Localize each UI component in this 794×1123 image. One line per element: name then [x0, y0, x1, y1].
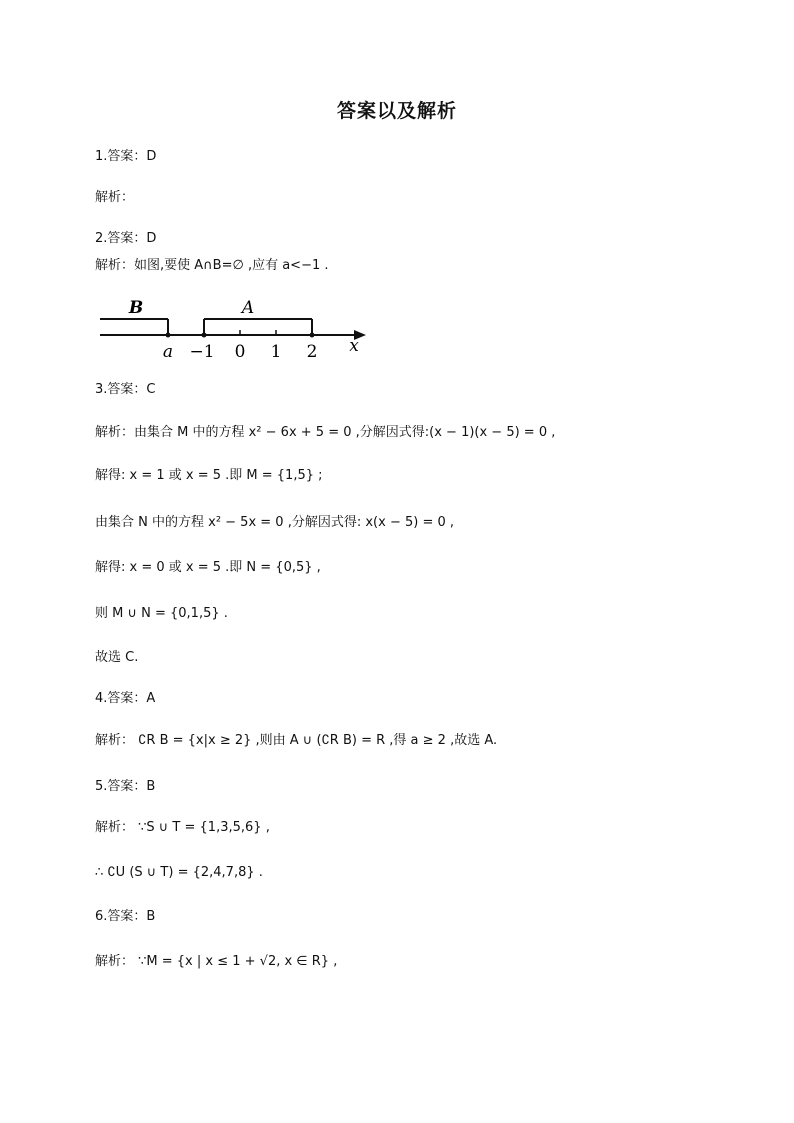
explanation-2: 解析：如图,要使 A∩B=∅ ,应有 a<−1 . [95, 258, 329, 273]
explanation-5-line-2: ∴ ∁U (S ∪ T) = {2,4,7,8} . [95, 865, 263, 880]
answer-3: 3.答案：C [95, 382, 156, 397]
explanation-3-line-1: 解析：由集合 M 中的方程 x² − 6x + 5 = 0 ,分解因式得:(x − 1)(x − 5) = 0 , [95, 425, 556, 440]
tick-label-two: 2 [306, 342, 318, 362]
tick-label-minus-one: −1 [189, 342, 215, 362]
answer-1: 1.答案：D [95, 149, 157, 164]
explanation-1: 解析： [95, 190, 135, 205]
point-a [166, 333, 171, 338]
answer-6: 6.答案：B [95, 909, 156, 924]
answer-5: 5.答案：B [95, 779, 156, 794]
explanation-3-conclusion: 故选 C. [95, 650, 139, 665]
explanation-3-line-2: 解得: x = 1 或 x = 5 .即 M = {1,5} ; [95, 468, 323, 483]
tick-label-one: 1 [270, 342, 282, 362]
axis-label-x: x [349, 336, 359, 356]
page-title: 答案以及解析 [336, 100, 457, 122]
number-line-figure [96, 293, 376, 363]
point-minus-one [202, 333, 207, 338]
explanation-3-line-5: 则 M ∪ N = {0,1,5} . [95, 606, 228, 621]
explanation-4: 解析： ∁R B = {x|x ≥ 2} ,则由 A ∪ (∁R B) = R ,得 a ≥ 2 ,故选 A. [95, 733, 498, 748]
set-a-label: A [241, 298, 255, 318]
answer-2: 2.答案：D [95, 231, 157, 246]
explanation-6: 解析： ∵M = {x | x ≤ 1 + √2, x ∈ R} , [95, 954, 338, 969]
answer-4: 4.答案：A [95, 691, 156, 706]
explanation-5-line-1: 解析： ∵S ∪ T = {1,3,5,6} , [95, 820, 270, 835]
explanation-3-line-4: 解得: x = 0 或 x = 5 .即 N = {0,5} , [95, 560, 321, 575]
point-two [310, 333, 315, 338]
set-b-label: B [128, 298, 144, 318]
explanation-3-line-3: 由集合 N 中的方程 x² − 5x = 0 ,分解因式得: x(x − 5) = 0 , [95, 515, 455, 530]
tick-label-a: a [162, 342, 174, 362]
tick-label-zero: 0 [234, 342, 246, 362]
